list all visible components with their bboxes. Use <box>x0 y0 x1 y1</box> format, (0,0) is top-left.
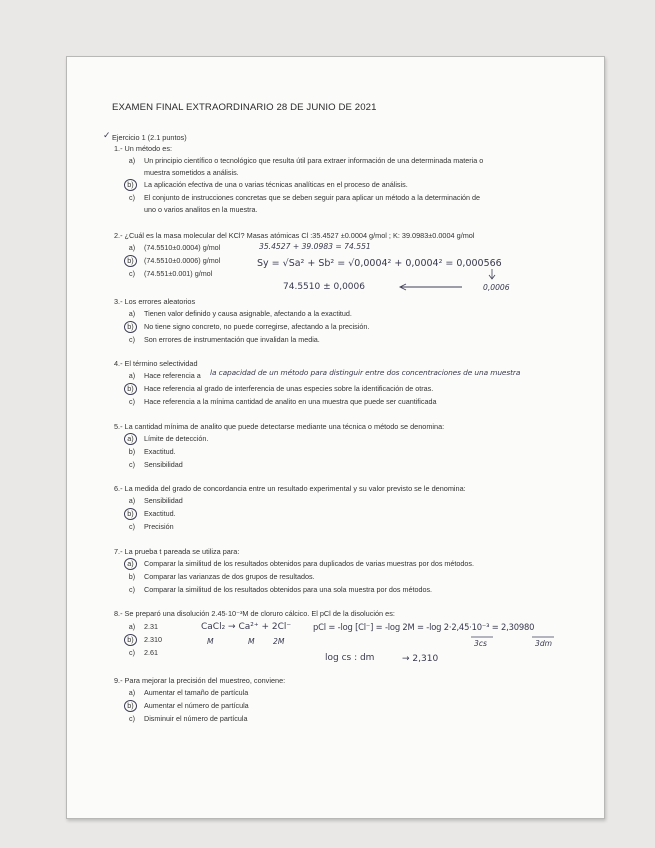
q4-option-a-text: Hace referencia a <box>144 371 201 380</box>
q1-option-b-text: La aplicación efectiva de una o varias técnicas analíticas en el proceso de análisis. <box>144 180 408 189</box>
q3-option-b-text: No tiene signo concreto, no puede corregirse, afectando a la precisión. <box>144 322 370 331</box>
q9-option-b-text: Aumentar el número de partícula <box>144 701 249 710</box>
q8-option-b-text: 2.310 <box>144 635 162 644</box>
q3-option-a-text: Tienen valor definido y causa asignable, afectando a la exactitud. <box>144 309 352 318</box>
q4-option-c-label[interactable]: c) <box>129 397 135 406</box>
q7-option-c-label[interactable]: c) <box>129 585 135 594</box>
q5-option-a-label-circled[interactable]: a) <box>124 433 137 445</box>
q9-option-c-text: Disminuir el número de partícula <box>144 714 248 723</box>
q1-option-b-label-circled[interactable]: b) <box>124 179 137 191</box>
q6-option-b-label-circled[interactable]: b) <box>124 508 137 520</box>
exam-sheet <box>66 56 605 819</box>
q2-handwriting-error-propagation: Sy = √Sa² + Sb² = √0,0004² + 0,0004² = 0,000566 <box>257 258 502 269</box>
q7-option-a-label-circled[interactable]: a) <box>124 558 137 570</box>
question-8: 8.- Se preparó una disolución 2.45·10⁻³M de cloruro cálcico. El pCl de la disolución es: <box>114 609 395 618</box>
q2-option-c-label[interactable]: c) <box>129 269 135 278</box>
q4-option-b-text: Hace referencia al grado de interferencia de unas especies sobre la identificación de otras. <box>144 384 434 393</box>
q5-option-c-label[interactable]: c) <box>129 460 135 469</box>
q2-option-b-text: (74.5510±0.0006) g/mol <box>144 256 221 265</box>
q2-arrow-head <box>400 284 406 290</box>
q8-option-c-label[interactable]: c) <box>129 648 135 657</box>
q6-option-c-label[interactable]: c) <box>129 522 135 531</box>
q2-option-b-label-circled[interactable]: b) <box>124 255 137 267</box>
question-4: 4.- El término selectividad <box>114 359 198 368</box>
q8-handwriting-3cs: 3cs <box>474 639 487 648</box>
exercise-heading: Ejercicio 1 (2.1 puntos) <box>112 133 187 142</box>
q3-option-b-label-circled[interactable]: b) <box>124 321 137 333</box>
q4-option-c-text: Hace referencia a la mínima cantidad de analito en una muestra que puede ser cuantificada <box>144 397 437 406</box>
question-5: 5.- La cantidad mínima de analito que puede detectarse mediante una técnica o método se denomina: <box>114 422 445 431</box>
q9-option-b-label-circled[interactable]: b) <box>124 700 137 712</box>
q4-option-b-label-circled[interactable]: b) <box>124 383 137 395</box>
q1-option-c-text: El conjunto de instrucciones concretas que se deben seguir para aplicar un método a la determinación de <box>144 193 481 202</box>
q2-option-c-text: (74.551±0.001) g/mol <box>144 269 213 278</box>
q9-option-a-text: Aumentar el tamaño de partícula <box>144 688 249 697</box>
q8-handwriting-m3: 2M <box>273 637 285 646</box>
q3-option-c-text: Son errores de instrumentación que invalidan la media. <box>144 335 320 344</box>
q4-option-a-label[interactable]: a) <box>128 371 136 380</box>
q3-option-c-label[interactable]: c) <box>129 335 135 344</box>
q2-option-a-label[interactable]: a) <box>128 243 136 252</box>
q5-option-c-text: Sensibilidad <box>144 460 183 469</box>
q2-down-arrow-head <box>489 275 495 279</box>
q5-option-b-label[interactable]: b) <box>128 447 136 456</box>
q8-handwriting-pcl-calc: pCl = -log [Cl⁻] = -log 2M = -log 2·2,45·10⁻³ = 2,30980 <box>313 622 535 632</box>
q7-option-b-label[interactable]: b) <box>128 572 136 581</box>
q5-option-b-text: Exactitud. <box>144 447 176 456</box>
q6-option-b-text: Exactitud. <box>144 509 176 518</box>
q8-option-c-text: 2.61 <box>144 648 158 657</box>
q8-option-b-label-circled[interactable]: b) <box>124 634 137 646</box>
q1-option-a-text-cont: muestra sometidos a análisis. <box>144 168 239 177</box>
q8-option-a-text: 2.31 <box>144 622 158 631</box>
q3-option-a-label[interactable]: a) <box>128 309 136 318</box>
q1-option-a-label[interactable]: a) <box>128 156 136 165</box>
q2-handwriting-result: 74.5510 ± 0,0006 <box>283 282 365 292</box>
q6-option-a-label[interactable]: a) <box>128 496 136 505</box>
q9-option-c-label[interactable]: c) <box>129 714 135 723</box>
q8-handwriting-m1: M <box>207 637 214 646</box>
question-7: 7.- La prueba t pareada se utiliza para: <box>114 547 240 556</box>
q1-option-a-text: Un principio científico o tecnológico que resulta útil para extraer información de una determinada materia o <box>144 156 484 165</box>
q8-handwriting-dissociation: CaCl₂ → Ca²⁺ + 2Cl⁻ <box>201 622 292 632</box>
question-3: 3.- Los errores aleatorios <box>114 297 196 306</box>
q8-option-a-label[interactable]: a) <box>128 622 136 631</box>
q2-handwriting-sum: 35.4527 + 39.0983 = 74.551 <box>259 242 371 251</box>
q8-handwriting-m2: M <box>248 637 255 646</box>
checkmark: ✓ <box>103 131 111 141</box>
question-1: 1.- Un método es: <box>114 144 172 153</box>
q1-option-c-label[interactable]: c) <box>129 193 135 202</box>
q2-option-a-text: (74.5510±0.0004) g/mol <box>144 243 221 252</box>
q8-handwriting-3dm: 3dm <box>535 639 553 648</box>
exam-title: EXAMEN FINAL EXTRAORDINARIO 28 DE JUNIO DE 2021 <box>112 102 377 113</box>
question-9: 9.- Para mejorar la precisión del muestreo, conviene: <box>114 676 286 685</box>
q7-option-c-text: Comparar la similitud de los resultados obtenidos para una sola muestra por dos métodos. <box>144 585 433 594</box>
q7-option-b-text: Comparar las varianzas de dos grupos de resultados. <box>144 572 315 581</box>
q6-option-a-text: Sensibilidad <box>144 496 183 505</box>
q9-option-a-label[interactable]: a) <box>128 688 136 697</box>
q1-option-c-text-cont: uno o varios analitos en la muestra. <box>144 205 258 214</box>
question-6: 6.- La medida del grado de concordancia entre un resultado experimental y su valor previsto se le denomina: <box>114 484 466 493</box>
question-2: 2.- ¿Cuál es la masa molecular del KCl? Masas atómicas Cl :35.4527 ±0.0004 g/mol ; K: 39.0983±0.0004 g/mol <box>114 231 475 240</box>
q7-option-a-text: Comparar la similitud de los resultados obtenidos para duplicados de varias muestras por dos métodos. <box>144 559 474 568</box>
q8-handwriting-log-rule: log cs : dm <box>325 653 375 663</box>
q5-option-a-text: Límite de detección. <box>144 434 209 443</box>
q2-handwriting-rounded: 0,0006 <box>483 283 510 292</box>
q8-handwriting-result: → 2,310 <box>402 654 439 664</box>
q6-option-c-text: Precisión <box>144 522 174 531</box>
q4-handwriting-answer: la capacidad de un método para distinguir entre dos concentraciones de una muestra <box>210 368 521 377</box>
